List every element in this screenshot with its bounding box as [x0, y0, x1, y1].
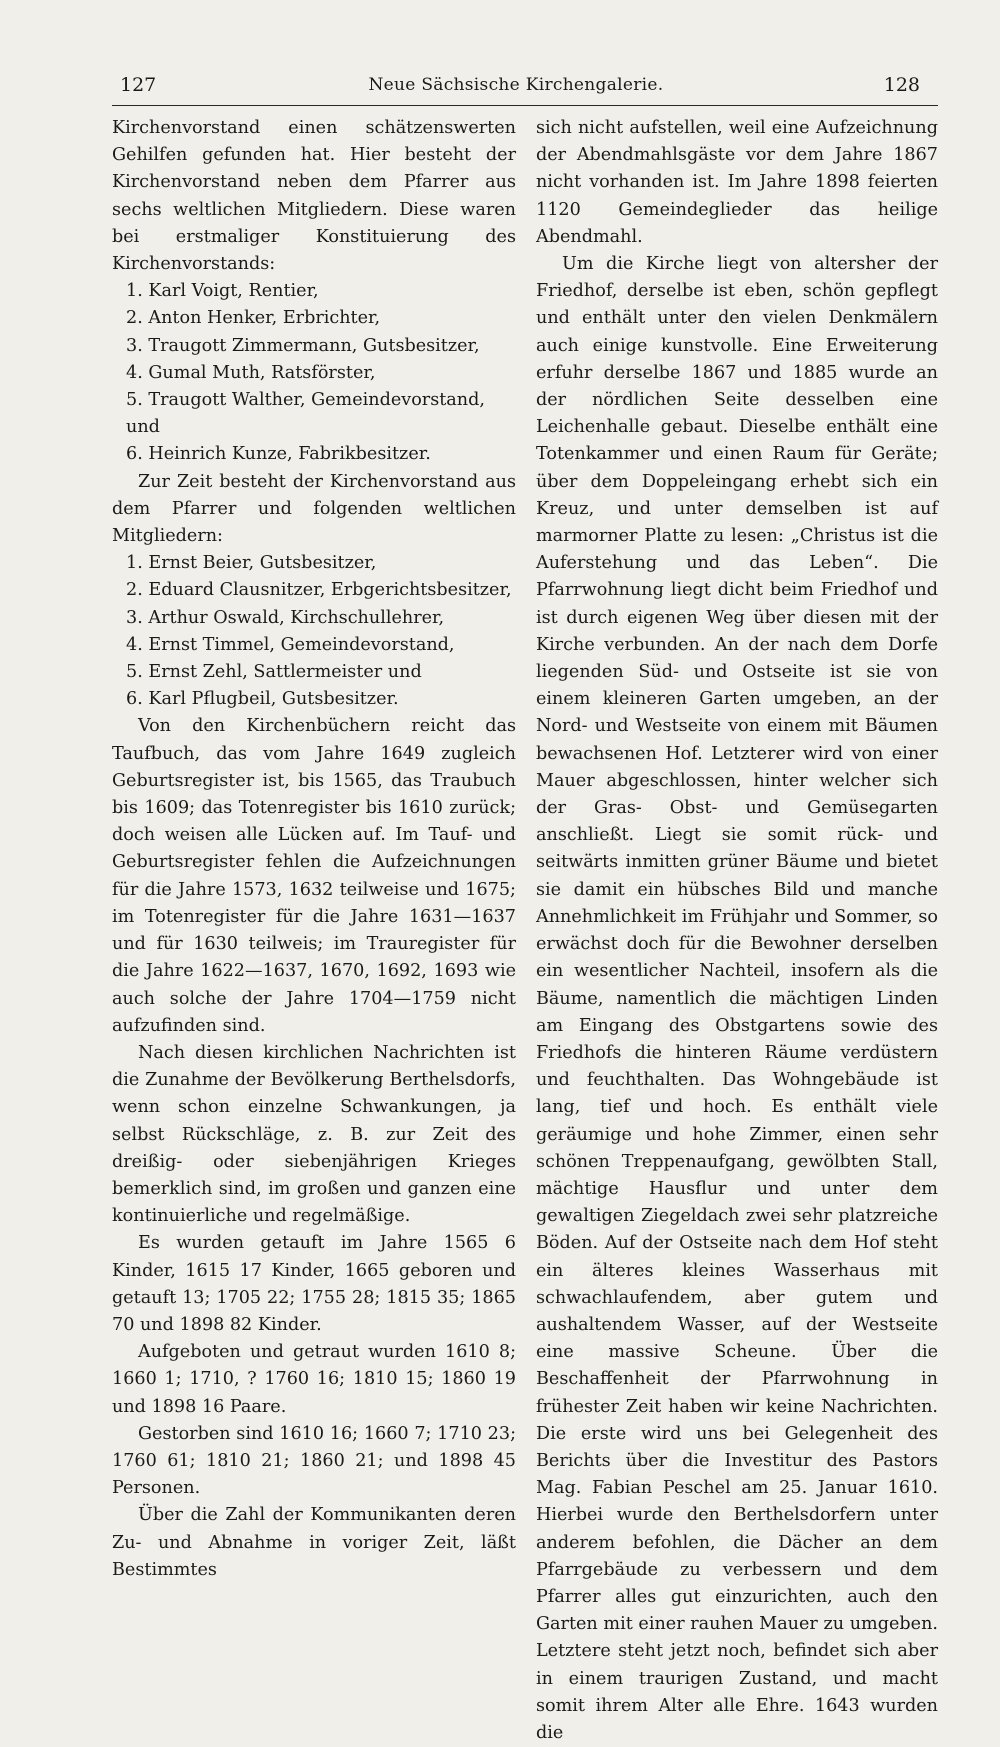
paragraph: Von den Kirchenbüchern reicht das Taufbuch, das vom Jahre 1649 zugleich Geburtsregister ist, bis 1565, das Traubuch bis 1609; das Totenregister bis 1610 zurück; doch weisen alle Lücken auf. Im Tauf- und Geburtsregister fehlen die Aufzeichnungen für die Jahre 1573, 1632 teilweise und 1675; im Totenregister für die Jahre 1631—1637 und für 1630 teilweis; im Trauregister für die Jahre 1622—1637, 1670, 1692, 1693 wie auch solche der Jahre 1704—1759 nicht aufzufinden sind.	[112, 716, 516, 1036]
paragraph: Über die Zahl der Kommunikanten deren Zu- und Abnahme in voriger Zeit, läßt Bestimmtes	[112, 1505, 516, 1580]
list-item: 6. Karl Pflugbeil, Gutsbesitzer.	[126, 689, 399, 710]
paragraph: sich nicht aufstellen, weil eine Aufzeichnung der Abendmahlsgäste vor dem Jahre 1867 nicht vorhanden ist. Im Jahre 1898 feierten 1120 Gemeindeglieder das heilige Abendmahl.	[536, 118, 938, 247]
paragraph: Um die Kirche liegt von altersher der Friedhof, derselbe ist eben, schön gepflegt und enthält unter den vielen Denkmälern auch einige kunstvolle. Eine Erweiterung erfuhr derselbe 1867 und 1885 wurde an der nördlichen Seite desselben eine Leichenhalle gebaut. Dieselbe enthält eine Totenkammer und einen Raum für Geräte; über dem Doppeleingang erhebt sich ein Kreuz, und unter demselben ist auf marmorner Platte zu lesen: „Christus ist die Auferstehung und das Leben“. Die Pfarrwohnung liegt dicht beim Friedhof und ist durch eigenen Weg über diesen mit der Kirche verbunden. An der nach dem Dorfe liegenden Süd- und Ostseite ist sie von einem kleineren Garten umgeben, an der Nord- und Westseite von einem mit Bäumen bewachsenen Hof. Letzterer wird von einer Mauer abgeschlossen, hinter welcher sich der Gras- Obst- und Gemüsegarten anschließt. Liegt sie somit rück- und seitwärts inmitten grüner Bäume und bietet sie damit ein hübsches Bild und manche Annehmlichkeit im Frühjahr und Sommer, so erwächst doch für die Bewohner derselben ein wesentlicher Nachteil, insofern als die Bäume, namentlich die mächtigen Linden am Eingang des Obstgartens sowie des Friedhofs die hinteren Räume verdüstern und feuchthalten. Das Wohngebäude ist lang, tief und hoch. Es enthält viele geräumige und hohe Zimmer, einen sehr schönen Treppenaufgang, gewölbten Stall, mächtige Hausflur und unter dem gewaltigen Ziegeldach zwei sehr platzreiche Böden. Auf der Ostseite nach dem Hof steht ein älteres kleines Wasserhaus mit schwachlaufendem, aber gutem und aushaltendem Wasser, auf der Westseite eine massive Scheune. Über die Beschaffenheit der Pfarrwohnung in frühester Zeit haben wir keine Nachrichten. Die erste wird uns bei Gelegenheit des Berichts über die Investitur des Pastors Mag. Fabian Peschel am 25. Januar 1610. Hierbei wurde den Berthelsdorfern unter anderem befohlen, die Dächer an dem Pfarrgebäude zu verbessern und dem Pfarrer alles gut einzurichten, auch den Garten mit einer rauhen Mauer zu umgeben. Letztere steht jetzt noch, befindet sich aber in einem traurigen Zustand, und macht somit ihrem Alter alle Ehre. 1643 wurden die	[536, 254, 938, 1743]
list-item: 5. Ernst Zehl, Sattlermeister und	[126, 662, 422, 683]
paragraph: Es wurden getauft im Jahre 1565 6 Kinder, 1615 17 Kinder, 1665 geboren und getauft 13; 1705 22; 1755 28; 1815 35; 1865 70 und 1898 82 Kinder.	[112, 1233, 516, 1335]
list-item: 1. Ernst Beier, Gutsbesitzer,	[126, 553, 377, 574]
header-rule	[112, 105, 938, 106]
list-item: 4. Ernst Timmel, Gemeindevorstand,	[126, 634, 455, 655]
list-item: 3. Traugott Zimmermann, Gutsbesitzer,	[126, 335, 480, 356]
paragraph: Nach diesen kirchlichen Nachrichten ist die Zunahme der Bevölkerung Berthelsdorfs, wenn schon einzelne Schwankungen, ja selbst Rückschläge, z. B. zur Zeit des dreißig- oder siebenjährigen Krieges bemerklich sind, im großen und ganzen eine kontinuierliche und regelmäßige.	[112, 1042, 516, 1227]
running-title: Neue Sächsische Kirchengalerie.	[368, 75, 664, 95]
left-column	[112, 115, 516, 1584]
paragraph: Gestorben sind 1610 16; 1660 7; 1710 23; 1760 61; 1810 21; 1860 21; und 1898 45 Personen.	[112, 1423, 516, 1499]
paragraph: Zur Zeit besteht der Kirchenvorstand aus dem Pfarrer und folgenden weltlichen Mitgliedern:	[112, 471, 516, 547]
list-item: 4. Gumal Muth, Ratsförster,	[126, 362, 376, 383]
list-item: 2. Anton Henker, Erbrichter,	[126, 308, 381, 329]
right-column	[536, 115, 938, 1747]
page-number-left: 127	[120, 74, 157, 96]
page-number-right: 128	[883, 74, 920, 96]
page-header	[112, 74, 920, 104]
council-members-initial-list	[112, 278, 516, 468]
list-item: 1. Karl Voigt, Rentier,	[126, 281, 319, 302]
paragraph: Aufgeboten und getraut wurden 1610 8; 1660 1; 1710, ? 1760 16; 1810 15; 1860 19 und 1898 16 Paare.	[112, 1342, 516, 1417]
list-item: 6. Heinrich Kunze, Fabrikbesitzer.	[126, 444, 431, 465]
list-item: 3. Arthur Oswald, Kirchschullehrer,	[126, 607, 445, 628]
council-members-current-list	[112, 550, 516, 713]
paragraph: Kirchenvorstand einen schätzenswerten Gehilfen gefunden hat. Hier besteht der Kirchenvorstand neben dem Pfarrer aus sechs weltlichen Mitgliedern. Diese waren bei erstmaliger Konstituierung des Kirchenvorstands:	[112, 118, 516, 275]
list-item: 2. Eduard Clausnitzer, Erbgerichtsbesitzer,	[126, 580, 512, 601]
list-item: 5. Traugott Walther, Gemeindevorstand, und	[126, 390, 485, 438]
